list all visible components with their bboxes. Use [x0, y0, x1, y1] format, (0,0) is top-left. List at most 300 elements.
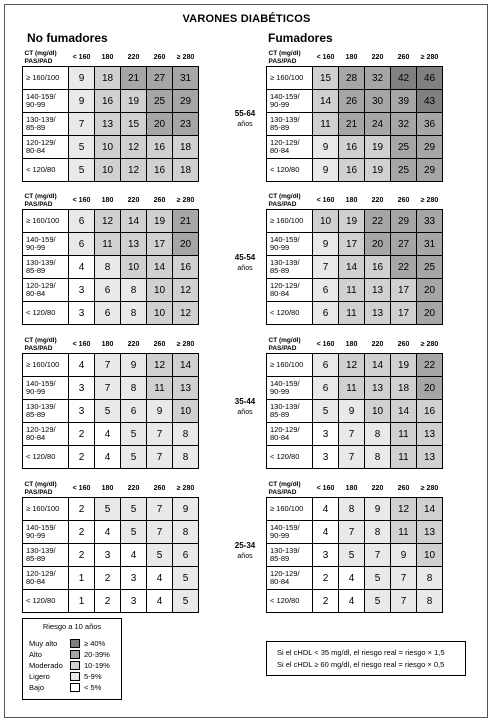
risk-cell: 2 [69, 498, 95, 521]
risk-cell: 3 [313, 446, 339, 469]
risk-legend [22, 618, 122, 700]
risk-cell: 3 [69, 377, 95, 400]
legend-row-muy-alto [29, 639, 121, 649]
corner-pas-label: PAS/PAD [24, 57, 53, 65]
risk-cell: 13 [417, 521, 443, 544]
risk-cell: 6 [121, 400, 147, 423]
column-header: 260 [397, 53, 410, 61]
table-row [23, 544, 199, 567]
table-row [23, 113, 199, 136]
risk-cell: 16 [147, 159, 173, 182]
corner-pas-label: PAS/PAD [268, 488, 297, 496]
table-row [267, 567, 443, 590]
risk-cell: 12 [173, 279, 199, 302]
row-label: 120-129/ 80-84 [267, 423, 313, 446]
corner-header [23, 336, 69, 354]
age-unit: años [237, 265, 253, 272]
risk-cell: 8 [173, 446, 199, 469]
legend-swatch-alto [70, 650, 80, 659]
risk-cell: 13 [365, 377, 391, 400]
column-header: ≥ 280 [420, 53, 439, 61]
legend-label: Ligero [29, 672, 50, 681]
risk-cell: 9 [313, 159, 339, 182]
age-range: 35-44 [234, 397, 256, 406]
page-title: VARONES DIABÉTICOS [182, 13, 311, 25]
risk-cell: 12 [95, 210, 121, 233]
risk-cell: 3 [69, 279, 95, 302]
row-label: < 120/80 [23, 302, 69, 325]
risk-cell: 25 [391, 136, 417, 159]
risk-cell: 6 [95, 279, 121, 302]
row-label: ≥ 160/100 [23, 498, 69, 521]
corner-pas-label: PAS/PAD [268, 344, 297, 352]
row-label: ≥ 160/100 [267, 354, 313, 377]
table-row [23, 590, 199, 613]
corner-header [23, 480, 69, 498]
corner-ct-label: CT (mg/dl) [24, 192, 57, 200]
age-label-45-54 [229, 252, 261, 274]
risk-cell: 7 [391, 590, 417, 613]
risk-cell: 13 [365, 279, 391, 302]
risk-cell: 29 [173, 90, 199, 113]
risk-cell: 4 [121, 544, 147, 567]
risk-cell: 2 [69, 446, 95, 469]
table-header-row [23, 480, 199, 498]
column-header: 260 [153, 340, 166, 348]
risk-cell: 11 [147, 377, 173, 400]
column-header: 180 [101, 53, 114, 61]
risk-cell: 14 [173, 354, 199, 377]
corner-header [23, 49, 69, 67]
corner-pas-label: PAS/PAD [24, 488, 53, 496]
corner-ct-label: CT (mg/dl) [268, 192, 301, 200]
column-header: ≥ 280 [176, 53, 195, 61]
risk-cell: 5 [95, 400, 121, 423]
age-unit: años [237, 409, 253, 416]
risk-cell: 30 [365, 90, 391, 113]
table-row [23, 159, 199, 182]
risk-cell: 9 [121, 354, 147, 377]
risk-cell: 4 [339, 590, 365, 613]
risk-cell: 14 [365, 354, 391, 377]
risk-cell: 14 [121, 210, 147, 233]
risk-cell: 13 [417, 446, 443, 469]
table-row [23, 302, 199, 325]
risk-cell: 4 [147, 567, 173, 590]
row-label: 140-159/ 90-99 [23, 521, 69, 544]
risk-cell: 12 [121, 159, 147, 182]
risk-cell: 6 [69, 210, 95, 233]
risk-table-no-fumadores-0 [22, 49, 199, 182]
column-header: 220 [127, 196, 140, 204]
risk-cell: 9 [69, 67, 95, 90]
risk-cell: 7 [69, 113, 95, 136]
risk-cell: 25 [391, 159, 417, 182]
column-header: 180 [345, 340, 358, 348]
risk-cell: 8 [173, 423, 199, 446]
risk-cell: 20 [417, 302, 443, 325]
risk-cell: 11 [339, 377, 365, 400]
risk-cell: 24 [365, 113, 391, 136]
risk-cell: 3 [121, 567, 147, 590]
risk-cell: 5 [173, 590, 199, 613]
legend-range: ≥ 40% [84, 639, 106, 648]
risk-cell: 11 [339, 279, 365, 302]
risk-cell: 14 [339, 256, 365, 279]
risk-cell: 16 [339, 136, 365, 159]
risk-cell: 5 [95, 498, 121, 521]
legend-label: Alto [29, 650, 42, 659]
risk-cell: 11 [313, 113, 339, 136]
age-label-25-34 [229, 540, 261, 562]
column-header: < 160 [72, 53, 91, 61]
corner-ct-label: CT (mg/dl) [24, 480, 57, 488]
note-line-low-hdl: Si el cHDL < 35 mg/dl, el riesgo real = riesgo × 1,5 [277, 648, 445, 657]
risk-cell: 7 [147, 423, 173, 446]
corner-header [267, 49, 313, 67]
corner-header [23, 192, 69, 210]
legend-label: Moderado [29, 661, 63, 670]
column-header: 260 [153, 53, 166, 61]
column-header: ≥ 280 [176, 484, 195, 492]
risk-cell: 16 [339, 159, 365, 182]
risk-cell: 10 [121, 256, 147, 279]
table-header-row [23, 336, 199, 354]
risk-cell: 1 [69, 567, 95, 590]
risk-cell: 29 [391, 210, 417, 233]
risk-cell: 9 [365, 498, 391, 521]
risk-cell: 12 [121, 136, 147, 159]
risk-cell: 7 [339, 446, 365, 469]
risk-cell: 19 [147, 210, 173, 233]
risk-cell: 13 [173, 377, 199, 400]
column-header: ≥ 280 [420, 484, 439, 492]
risk-cell: 7 [147, 446, 173, 469]
risk-cell: 5 [69, 159, 95, 182]
risk-cell: 25 [147, 90, 173, 113]
risk-cell: 18 [391, 377, 417, 400]
corner-pas-label: PAS/PAD [24, 344, 53, 352]
legend-title: Riesgo a 10 años [42, 622, 102, 631]
row-label: ≥ 160/100 [23, 210, 69, 233]
table-row [267, 233, 443, 256]
row-label: < 120/80 [23, 446, 69, 469]
risk-cell: 17 [391, 302, 417, 325]
risk-cell: 6 [313, 302, 339, 325]
risk-cell: 9 [147, 400, 173, 423]
risk-cell: 3 [69, 302, 95, 325]
table-row [267, 302, 443, 325]
risk-cell: 8 [95, 256, 121, 279]
risk-table-fumadores-0 [266, 49, 443, 182]
risk-cell: 26 [339, 90, 365, 113]
risk-cell: 9 [313, 233, 339, 256]
column-header: 180 [101, 196, 114, 204]
row-label: 130-139/ 85-89 [267, 544, 313, 567]
column-header: 260 [397, 484, 410, 492]
risk-cell: 12 [173, 302, 199, 325]
table-row [23, 354, 199, 377]
risk-cell: 10 [95, 159, 121, 182]
risk-cell: 5 [313, 400, 339, 423]
row-label: 140-159/ 90-99 [23, 233, 69, 256]
column-header: ≥ 280 [420, 196, 439, 204]
corner-pas-label: PAS/PAD [24, 200, 53, 208]
risk-cell: 16 [95, 90, 121, 113]
corner-ct-label: CT (mg/dl) [268, 49, 301, 57]
corner-ct-label: CT (mg/dl) [24, 49, 57, 57]
risk-cell: 8 [365, 423, 391, 446]
risk-cell: 33 [417, 210, 443, 233]
risk-cell: 6 [173, 544, 199, 567]
risk-cell: 20 [417, 279, 443, 302]
risk-cell: 5 [365, 567, 391, 590]
column-header: < 160 [72, 196, 91, 204]
risk-cell: 18 [173, 136, 199, 159]
risk-cell: 16 [365, 256, 391, 279]
table-row [23, 233, 199, 256]
risk-cell: 3 [69, 400, 95, 423]
risk-cell: 32 [365, 67, 391, 90]
risk-cell: 14 [147, 256, 173, 279]
risk-table-no-fumadores-3 [22, 480, 199, 613]
table-row [267, 210, 443, 233]
hdl-correction-note [266, 641, 466, 676]
row-label: 140-159/ 90-99 [23, 90, 69, 113]
table-row [267, 498, 443, 521]
column-header: < 160 [316, 53, 335, 61]
risk-cell: 5 [121, 446, 147, 469]
risk-cell: 3 [95, 544, 121, 567]
row-label: < 120/80 [267, 590, 313, 613]
risk-cell: 4 [147, 590, 173, 613]
table-row [23, 423, 199, 446]
risk-cell: 32 [391, 113, 417, 136]
column-header: 220 [127, 53, 140, 61]
risk-cell: 4 [313, 521, 339, 544]
risk-cell: 17 [391, 279, 417, 302]
corner-header [267, 336, 313, 354]
risk-cell: 19 [365, 159, 391, 182]
table-row [23, 521, 199, 544]
table-row [267, 590, 443, 613]
legend-range: 10-19% [84, 661, 110, 670]
risk-cell: 1 [69, 590, 95, 613]
risk-cell: 6 [313, 279, 339, 302]
risk-cell: 20 [147, 113, 173, 136]
risk-cell: 17 [147, 233, 173, 256]
column-header: < 160 [316, 196, 335, 204]
risk-cell: 4 [339, 567, 365, 590]
risk-cell: 10 [173, 400, 199, 423]
risk-cell: 36 [417, 113, 443, 136]
risk-cell: 31 [173, 67, 199, 90]
row-label: 130-139/ 85-89 [23, 544, 69, 567]
risk-cell: 4 [69, 354, 95, 377]
table-header-row [267, 192, 443, 210]
corner-ct-label: CT (mg/dl) [24, 336, 57, 344]
row-label: 120-129/ 80-84 [23, 136, 69, 159]
group-label-fumadores: Fumadores [268, 31, 333, 45]
risk-cell: 5 [147, 544, 173, 567]
table-row [267, 279, 443, 302]
risk-cell: 11 [391, 521, 417, 544]
column-header: 260 [397, 340, 410, 348]
risk-cell: 3 [313, 544, 339, 567]
legend-row-moderado [29, 661, 121, 671]
risk-cell: 25 [417, 256, 443, 279]
risk-cell: 4 [95, 446, 121, 469]
risk-cell: 16 [417, 400, 443, 423]
column-header: < 160 [316, 484, 335, 492]
table-row [267, 377, 443, 400]
risk-cell: 7 [95, 354, 121, 377]
risk-cell: 7 [147, 521, 173, 544]
risk-cell: 20 [417, 377, 443, 400]
table-row [267, 113, 443, 136]
row-label: 130-139/ 85-89 [23, 113, 69, 136]
risk-cell: 5 [365, 590, 391, 613]
risk-cell: 2 [95, 567, 121, 590]
column-header: 180 [101, 340, 114, 348]
risk-cell: 23 [173, 113, 199, 136]
row-label: ≥ 160/100 [23, 67, 69, 90]
risk-cell: 7 [313, 256, 339, 279]
risk-cell: 7 [391, 567, 417, 590]
legend-range: < 5% [84, 683, 102, 692]
risk-cell: 27 [147, 67, 173, 90]
risk-cell: 9 [173, 498, 199, 521]
row-label: < 120/80 [267, 159, 313, 182]
risk-cell: 8 [121, 302, 147, 325]
risk-cell: 46 [417, 67, 443, 90]
risk-cell: 43 [417, 90, 443, 113]
corner-ct-label: CT (mg/dl) [268, 336, 301, 344]
risk-cell: 2 [313, 590, 339, 613]
corner-pas-label: PAS/PAD [268, 200, 297, 208]
risk-cell: 11 [391, 423, 417, 446]
risk-cell: 21 [339, 113, 365, 136]
risk-cell: 7 [147, 498, 173, 521]
risk-cell: 16 [147, 136, 173, 159]
risk-cell: 12 [147, 354, 173, 377]
table-row [23, 567, 199, 590]
row-label: 140-159/ 90-99 [267, 521, 313, 544]
risk-cell: 15 [121, 113, 147, 136]
risk-table-no-fumadores-2 [22, 336, 199, 469]
risk-cell: 19 [339, 210, 365, 233]
age-label-35-44 [229, 396, 261, 418]
row-label: 140-159/ 90-99 [267, 90, 313, 113]
risk-cell: 8 [417, 567, 443, 590]
risk-table-fumadores-3 [266, 480, 443, 613]
risk-cell: 16 [173, 256, 199, 279]
risk-cell: 9 [391, 544, 417, 567]
table-header-row [267, 336, 443, 354]
table-row [23, 498, 199, 521]
table-row [267, 67, 443, 90]
table-row [23, 90, 199, 113]
row-label: 140-159/ 90-99 [267, 233, 313, 256]
legend-swatch-bajo [70, 683, 80, 692]
risk-table-fumadores-1 [266, 192, 443, 325]
risk-cell: 8 [365, 446, 391, 469]
risk-cell: 31 [417, 233, 443, 256]
risk-cell: 3 [313, 423, 339, 446]
table-row [23, 279, 199, 302]
column-header: ≥ 280 [420, 340, 439, 348]
risk-cell: 13 [417, 423, 443, 446]
risk-cell: 8 [121, 377, 147, 400]
corner-header [267, 480, 313, 498]
row-label: ≥ 160/100 [267, 210, 313, 233]
risk-cell: 2 [69, 423, 95, 446]
risk-cell: 4 [95, 521, 121, 544]
column-header: 260 [153, 484, 166, 492]
risk-table-no-fumadores-1 [22, 192, 199, 325]
risk-cell: 10 [365, 400, 391, 423]
group-label-no-fumadores: No fumadores [27, 31, 108, 45]
risk-cell: 4 [69, 256, 95, 279]
row-label: 130-139/ 85-89 [267, 256, 313, 279]
table-header-row [23, 49, 199, 67]
risk-cell: 5 [339, 544, 365, 567]
age-label-55-64 [229, 108, 261, 130]
risk-cell: 11 [391, 446, 417, 469]
risk-cell: 5 [69, 136, 95, 159]
column-header: 220 [127, 484, 140, 492]
row-label: ≥ 160/100 [23, 354, 69, 377]
row-label: 140-159/ 90-99 [267, 377, 313, 400]
risk-cell: 10 [313, 210, 339, 233]
table-row [267, 256, 443, 279]
risk-cell: 10 [147, 279, 173, 302]
risk-cell: 42 [391, 67, 417, 90]
risk-cell: 21 [121, 67, 147, 90]
risk-cell: 15 [313, 67, 339, 90]
risk-cell: 14 [417, 498, 443, 521]
column-header: < 160 [72, 340, 91, 348]
row-label: ≥ 160/100 [267, 67, 313, 90]
table-header-row [23, 192, 199, 210]
risk-cell: 2 [69, 544, 95, 567]
risk-cell: 10 [147, 302, 173, 325]
corner-header [267, 192, 313, 210]
column-header: 180 [345, 196, 358, 204]
table-row [23, 446, 199, 469]
risk-cell: 27 [391, 233, 417, 256]
risk-cell: 9 [339, 400, 365, 423]
table-row [267, 423, 443, 446]
risk-cell: 29 [417, 159, 443, 182]
table-row [267, 544, 443, 567]
risk-cell: 6 [313, 377, 339, 400]
risk-cell: 20 [365, 233, 391, 256]
row-label: 120-129/ 80-84 [23, 423, 69, 446]
risk-cell: 22 [365, 210, 391, 233]
row-label: 120-129/ 80-84 [267, 279, 313, 302]
legend-row-ligero [29, 672, 121, 682]
row-label: 130-139/ 85-89 [267, 400, 313, 423]
risk-cell: 6 [313, 354, 339, 377]
risk-cell: 5 [121, 498, 147, 521]
risk-cell: 22 [417, 354, 443, 377]
risk-cell: 11 [95, 233, 121, 256]
risk-cell: 6 [69, 233, 95, 256]
risk-cell: 9 [313, 136, 339, 159]
table-row [23, 377, 199, 400]
legend-swatch-muy-alto [70, 639, 80, 648]
